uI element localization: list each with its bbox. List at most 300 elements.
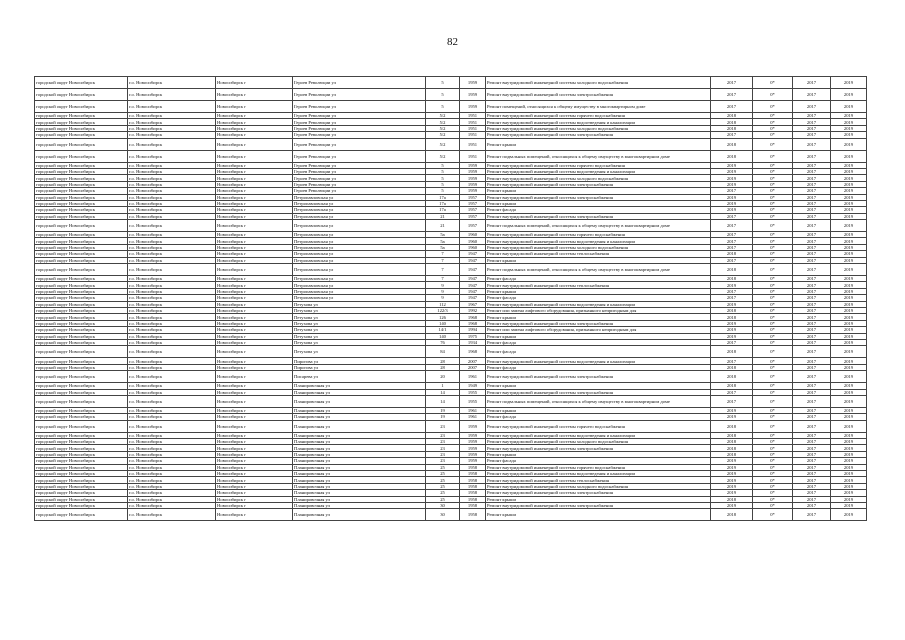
planned-year-cell: 2018	[711, 138, 753, 150]
settlement-cell: Новосибирск г	[216, 295, 293, 301]
cost-cell: 0*	[753, 132, 793, 138]
planned-year-cell: 2019	[711, 327, 753, 333]
municipality-cell: г.о. Новосибирск	[128, 220, 216, 232]
repair-schedule-table	[34, 76, 867, 521]
district-cell: городской округ Новосибирск	[35, 358, 128, 364]
municipality-cell: г.о. Новосибирск	[128, 288, 216, 294]
house-number-cell: 5а	[426, 232, 460, 238]
house-number-cell: 7	[426, 276, 460, 282]
district-cell: городской округ Новосибирск	[35, 432, 128, 438]
municipality-cell: г.о. Новосибирск	[128, 490, 216, 496]
cost-cell: 0*	[753, 295, 793, 301]
build-year-cell: 1958	[460, 509, 486, 521]
period-end-cell: 2019	[831, 327, 867, 333]
planned-year-cell: 2017	[711, 213, 753, 219]
settlement-cell: Новосибирск г	[216, 477, 293, 483]
municipality-cell: г.о. Новосибирск	[128, 113, 216, 119]
table-row	[35, 89, 867, 101]
cost-cell: 0*	[753, 483, 793, 489]
house-number-cell: 23	[426, 420, 460, 432]
municipality-cell: г.о. Новосибирск	[128, 407, 216, 413]
work-type-cell: Ремонт внутридомовой инженерной системы водоотведения и канализации	[486, 301, 711, 307]
planned-year-cell: 2019	[711, 477, 753, 483]
period-start-cell: 2017	[793, 439, 831, 445]
settlement-cell: Новосибирск г	[216, 407, 293, 413]
build-year-cell: 1958	[460, 490, 486, 496]
settlement-cell: Новосибирск г	[216, 420, 293, 432]
house-number-cell: 23	[426, 439, 460, 445]
municipality-cell: г.о. Новосибирск	[128, 445, 216, 451]
district-cell: городской округ Новосибирск	[35, 168, 128, 174]
settlement-cell: Новосибирск г	[216, 282, 293, 288]
district-cell: городской округ Новосибирск	[35, 244, 128, 250]
street-cell: Петухова ул	[293, 314, 426, 320]
planned-year-cell: 2017	[711, 244, 753, 250]
period-start-cell: 2017	[793, 113, 831, 119]
period-start-cell: 2017	[793, 389, 831, 395]
planned-year-cell: 2018	[711, 432, 753, 438]
build-year-cell: 1994	[460, 327, 486, 333]
cost-cell: 0*	[753, 207, 793, 213]
work-type-cell: Ремонт крыши	[486, 188, 711, 194]
period-start-cell: 2017	[793, 320, 831, 326]
municipality-cell: г.о. Новосибирск	[128, 282, 216, 288]
period-end-cell: 2019	[831, 490, 867, 496]
district-cell: городской округ Новосибирск	[35, 314, 128, 320]
street-cell: Планировочная ул	[293, 464, 426, 470]
settlement-cell: Новосибирск г	[216, 439, 293, 445]
period-start-cell: 2017	[793, 101, 831, 113]
house-number-cell: 5а	[426, 244, 460, 250]
period-start-cell: 2017	[793, 314, 831, 320]
house-number-cell: 28	[426, 364, 460, 370]
period-end-cell: 2019	[831, 451, 867, 457]
settlement-cell: Новосибирск г	[216, 220, 293, 232]
cost-cell: 0*	[753, 194, 793, 200]
district-cell: городской округ Новосибирск	[35, 77, 128, 89]
municipality-cell: г.о. Новосибирск	[128, 276, 216, 282]
planned-year-cell: 2019	[711, 502, 753, 508]
cost-cell: 0*	[753, 420, 793, 432]
period-start-cell: 2017	[793, 371, 831, 383]
period-start-cell: 2017	[793, 509, 831, 521]
district-cell: городской округ Новосибирск	[35, 420, 128, 432]
municipality-cell: г.о. Новосибирск	[128, 244, 216, 250]
period-start-cell: 2017	[793, 188, 831, 194]
work-type-cell: Ремонт фасада	[486, 364, 711, 370]
period-start-cell: 2017	[793, 295, 831, 301]
house-number-cell: 14	[426, 395, 460, 407]
cost-cell: 0*	[753, 477, 793, 483]
work-type-cell: Ремонт внутридомовой инженерной системы холодного водоснабжения	[486, 77, 711, 89]
settlement-cell: Новосибирск г	[216, 314, 293, 320]
settlement-cell: Новосибирск г	[216, 458, 293, 464]
work-type-cell: Ремонт внутридомовой инженерной системы холодного водоснабжения	[486, 175, 711, 181]
period-start-cell: 2017	[793, 282, 831, 288]
period-start-cell: 2017	[793, 288, 831, 294]
settlement-cell: Новосибирск г	[216, 194, 293, 200]
cost-cell: 0*	[753, 414, 793, 420]
street-cell: Петропавловская ул	[293, 288, 426, 294]
municipality-cell: г.о. Новосибирск	[128, 194, 216, 200]
municipality-cell: г.о. Новосибирск	[128, 119, 216, 125]
period-end-cell: 2019	[831, 407, 867, 413]
house-number-cell: 5	[426, 175, 460, 181]
street-cell: Планировочная ул	[293, 496, 426, 502]
work-type-cell: Ремонт подвальных помещений, относящихся к общему имуществу в многоквартирном доме	[486, 220, 711, 232]
period-end-cell: 2019	[831, 251, 867, 257]
street-cell: Героев Революции ул	[293, 188, 426, 194]
period-end-cell: 2019	[831, 175, 867, 181]
street-cell: Героев Революции ул	[293, 89, 426, 101]
settlement-cell: Новосибирск г	[216, 301, 293, 307]
house-number-cell: 1	[426, 383, 460, 389]
house-number-cell: 25	[426, 464, 460, 470]
house-number-cell: 5	[426, 77, 460, 89]
settlement-cell: Новосибирск г	[216, 244, 293, 250]
street-cell: Петропавловская ул	[293, 232, 426, 238]
district-cell: городской округ Новосибирск	[35, 175, 128, 181]
district-cell: городской округ Новосибирск	[35, 371, 128, 383]
period-end-cell: 2019	[831, 282, 867, 288]
period-end-cell: 2019	[831, 213, 867, 219]
settlement-cell: Новосибирск г	[216, 132, 293, 138]
planned-year-cell: 2017	[711, 238, 753, 244]
street-cell: Планировочная ул	[293, 451, 426, 457]
period-end-cell: 2019	[831, 150, 867, 162]
cost-cell: 0*	[753, 307, 793, 313]
build-year-cell: 1951	[460, 113, 486, 119]
period-end-cell: 2019	[831, 333, 867, 339]
planned-year-cell: 2019	[711, 320, 753, 326]
house-number-cell: 5	[426, 101, 460, 113]
period-start-cell: 2017	[793, 490, 831, 496]
period-start-cell: 2017	[793, 301, 831, 307]
build-year-cell: 1957	[460, 194, 486, 200]
municipality-cell: г.о. Новосибирск	[128, 200, 216, 206]
planned-year-cell: 2019	[711, 168, 753, 174]
planned-year-cell: 2018	[711, 276, 753, 282]
municipality-cell: г.о. Новосибирск	[128, 502, 216, 508]
street-cell: Петухова ул	[293, 333, 426, 339]
build-year-cell: 1959	[460, 168, 486, 174]
house-number-cell: 140	[426, 333, 460, 339]
planned-year-cell: 2019	[711, 194, 753, 200]
planned-year-cell: 2017	[711, 132, 753, 138]
table-row	[35, 420, 867, 432]
municipality-cell: г.о. Новосибирск	[128, 314, 216, 320]
work-type-cell: Ремонт внутридомовой инженерной системы теплоснабжения	[486, 282, 711, 288]
cost-cell: 0*	[753, 509, 793, 521]
period-start-cell: 2017	[793, 414, 831, 420]
district-cell: городской округ Новосибирск	[35, 301, 128, 307]
cost-cell: 0*	[753, 77, 793, 89]
house-number-cell: 28	[426, 358, 460, 364]
build-year-cell: 1957	[460, 200, 486, 206]
planned-year-cell: 2018	[711, 496, 753, 502]
house-number-cell: 5	[426, 188, 460, 194]
municipality-cell: г.о. Новосибирск	[128, 383, 216, 389]
cost-cell: 0*	[753, 220, 793, 232]
work-type-cell: Ремонт внутридомовой инженерной системы горячего водоснабжения	[486, 162, 711, 168]
street-cell: Петропавловская ул	[293, 238, 426, 244]
street-cell: Петухова ул	[293, 339, 426, 345]
build-year-cell: 1959	[460, 175, 486, 181]
street-cell: Петухова ул	[293, 320, 426, 326]
work-type-cell: Ремонт крыши	[486, 383, 711, 389]
house-number-cell: 5/2	[426, 138, 460, 150]
planned-year-cell: 2018	[711, 150, 753, 162]
cost-cell: 0*	[753, 502, 793, 508]
period-start-cell: 2017	[793, 150, 831, 162]
settlement-cell: Новосибирск г	[216, 445, 293, 451]
build-year-cell: 1957	[460, 207, 486, 213]
cost-cell: 0*	[753, 101, 793, 113]
period-start-cell: 2017	[793, 89, 831, 101]
work-type-cell: Ремонт фасада	[486, 207, 711, 213]
build-year-cell: 1958	[460, 477, 486, 483]
district-cell: городской округ Новосибирск	[35, 395, 128, 407]
municipality-cell: г.о. Новосибирск	[128, 327, 216, 333]
planned-year-cell: 2019	[711, 464, 753, 470]
planned-year-cell: 2018	[711, 420, 753, 432]
planned-year-cell: 2017	[711, 339, 753, 345]
municipality-cell: г.о. Новосибирск	[128, 496, 216, 502]
municipality-cell: г.о. Новосибирск	[128, 389, 216, 395]
planned-year-cell: 2019	[711, 471, 753, 477]
street-cell: Петухова ул	[293, 301, 426, 307]
municipality-cell: г.о. Новосибирск	[128, 364, 216, 370]
period-start-cell: 2017	[793, 339, 831, 345]
period-start-cell: 2017	[793, 346, 831, 358]
work-type-cell: Ремонт крыши	[486, 314, 711, 320]
planned-year-cell: 2019	[711, 407, 753, 413]
build-year-cell: 1947	[460, 264, 486, 276]
street-cell: Петропавловская ул	[293, 213, 426, 219]
period-end-cell: 2019	[831, 320, 867, 326]
district-cell: городской округ Новосибирск	[35, 327, 128, 333]
period-end-cell: 2019	[831, 238, 867, 244]
period-start-cell: 2017	[793, 251, 831, 257]
period-start-cell: 2017	[793, 232, 831, 238]
cost-cell: 0*	[753, 113, 793, 119]
settlement-cell: Новосибирск г	[216, 327, 293, 333]
cost-cell: 0*	[753, 244, 793, 250]
house-number-cell: 25	[426, 490, 460, 496]
street-cell: Героев Революции ул	[293, 150, 426, 162]
planned-year-cell: 2019	[711, 200, 753, 206]
build-year-cell: 1947	[460, 295, 486, 301]
work-type-cell: Ремонт внутридомовой инженерной системы водоотведения и канализации	[486, 471, 711, 477]
municipality-cell: г.о. Новосибирск	[128, 307, 216, 313]
street-cell: Петропавловская ул	[293, 295, 426, 301]
build-year-cell: 1959	[460, 77, 486, 89]
table-body	[35, 77, 867, 521]
work-type-cell: Ремонт внутридомовой инженерной системы теплоснабжения	[486, 477, 711, 483]
street-cell: Петропавловская ул	[293, 194, 426, 200]
house-number-cell: 5а	[426, 238, 460, 244]
period-end-cell: 2019	[831, 207, 867, 213]
planned-year-cell: 2017	[711, 220, 753, 232]
house-number-cell: 5	[426, 89, 460, 101]
cost-cell: 0*	[753, 162, 793, 168]
planned-year-cell: 2017	[711, 295, 753, 301]
street-cell: Планировочная ул	[293, 502, 426, 508]
district-cell: городской округ Новосибирск	[35, 414, 128, 420]
district-cell: городской округ Новосибирск	[35, 282, 128, 288]
district-cell: городской округ Новосибирск	[35, 407, 128, 413]
municipality-cell: г.о. Новосибирск	[128, 439, 216, 445]
work-type-cell: Ремонт внутридомовой инженерной системы электроснабжения	[486, 490, 711, 496]
build-year-cell: 1975	[460, 333, 486, 339]
settlement-cell: Новосибирск г	[216, 496, 293, 502]
build-year-cell: 1957	[460, 220, 486, 232]
period-end-cell: 2019	[831, 301, 867, 307]
period-end-cell: 2019	[831, 113, 867, 119]
table-row	[35, 77, 867, 89]
street-cell: Героев Революции ул	[293, 175, 426, 181]
period-end-cell: 2019	[831, 181, 867, 187]
cost-cell: 0*	[753, 276, 793, 282]
cost-cell: 0*	[753, 181, 793, 187]
street-cell: Петропавловская ул	[293, 264, 426, 276]
build-year-cell: 1958	[460, 471, 486, 477]
district-cell: городской округ Новосибирск	[35, 307, 128, 313]
cost-cell: 0*	[753, 339, 793, 345]
street-cell: Планировочная ул	[293, 477, 426, 483]
build-year-cell: 1955	[460, 395, 486, 407]
period-end-cell: 2019	[831, 276, 867, 282]
work-type-cell: Ремонт внутридомовой инженерной системы водоотведения и канализации	[486, 358, 711, 364]
build-year-cell: 1958	[460, 502, 486, 508]
district-cell: городской округ Новосибирск	[35, 251, 128, 257]
municipality-cell: г.о. Новосибирск	[128, 257, 216, 263]
district-cell: городской округ Новосибирск	[35, 333, 128, 339]
period-end-cell: 2019	[831, 101, 867, 113]
period-end-cell: 2019	[831, 200, 867, 206]
period-end-cell: 2019	[831, 314, 867, 320]
work-type-cell: Ремонт внутридомовой инженерной системы горячего водоснабжения	[486, 420, 711, 432]
period-end-cell: 2019	[831, 77, 867, 89]
period-start-cell: 2017	[793, 420, 831, 432]
cost-cell: 0*	[753, 358, 793, 364]
planned-year-cell: 2018	[711, 346, 753, 358]
district-cell: городской округ Новосибирск	[35, 483, 128, 489]
street-cell: Планировочная ул	[293, 407, 426, 413]
build-year-cell: 1961	[460, 371, 486, 383]
work-type-cell: Ремонт или замена лифтового оборудования, признанного непригодным для	[486, 307, 711, 313]
municipality-cell: г.о. Новосибирск	[128, 181, 216, 187]
street-cell: Планировочная ул	[293, 383, 426, 389]
house-number-cell: 25	[426, 483, 460, 489]
municipality-cell: г.о. Новосибирск	[128, 414, 216, 420]
settlement-cell: Новосибирск г	[216, 77, 293, 89]
cost-cell: 0*	[753, 314, 793, 320]
settlement-cell: Новосибирск г	[216, 509, 293, 521]
period-start-cell: 2017	[793, 364, 831, 370]
district-cell: городской округ Новосибирск	[35, 509, 128, 521]
period-end-cell: 2019	[831, 138, 867, 150]
street-cell: Героев Революции ул	[293, 132, 426, 138]
period-start-cell: 2017	[793, 407, 831, 413]
period-start-cell: 2017	[793, 276, 831, 282]
house-number-cell: 5/2	[426, 132, 460, 138]
period-start-cell: 2017	[793, 477, 831, 483]
work-type-cell: Ремонт внутридомовой инженерной системы холодного водоснабжения	[486, 483, 711, 489]
house-number-cell: 17а	[426, 200, 460, 206]
period-end-cell: 2019	[831, 162, 867, 168]
street-cell: Планировочная ул	[293, 458, 426, 464]
period-start-cell: 2017	[793, 451, 831, 457]
planned-year-cell: 2017	[711, 188, 753, 194]
table-row	[35, 371, 867, 383]
cost-cell: 0*	[753, 288, 793, 294]
house-number-cell: 23	[426, 432, 460, 438]
settlement-cell: Новосибирск г	[216, 320, 293, 326]
table-row	[35, 346, 867, 358]
period-start-cell: 2017	[793, 358, 831, 364]
street-cell: Петухова ул	[293, 327, 426, 333]
planned-year-cell: 2019	[711, 333, 753, 339]
cost-cell: 0*	[753, 458, 793, 464]
house-number-cell: 9	[426, 288, 460, 294]
build-year-cell: 1951	[460, 125, 486, 131]
settlement-cell: Новосибирск г	[216, 125, 293, 131]
work-type-cell: Ремонт подвальных помещений, относящихся к общему имуществу в многоквартирном доме	[486, 264, 711, 276]
district-cell: городской округ Новосибирск	[35, 477, 128, 483]
cost-cell: 0*	[753, 451, 793, 457]
build-year-cell: 1992	[460, 307, 486, 313]
cost-cell: 0*	[753, 407, 793, 413]
street-cell: Героев Революции ул	[293, 113, 426, 119]
municipality-cell: г.о. Новосибирск	[128, 471, 216, 477]
table-row	[35, 509, 867, 521]
period-start-cell: 2017	[793, 207, 831, 213]
cost-cell: 0*	[753, 439, 793, 445]
build-year-cell: 1959	[460, 458, 486, 464]
settlement-cell: Новосибирск г	[216, 213, 293, 219]
house-number-cell: 122/3	[426, 307, 460, 313]
municipality-cell: г.о. Новосибирск	[128, 420, 216, 432]
district-cell: городской округ Новосибирск	[35, 89, 128, 101]
build-year-cell: 1949	[460, 383, 486, 389]
work-type-cell: Ремонт крыши	[486, 138, 711, 150]
build-year-cell: 1968	[460, 346, 486, 358]
street-cell: Петропавловская ул	[293, 276, 426, 282]
period-start-cell: 2017	[793, 502, 831, 508]
period-end-cell: 2019	[831, 414, 867, 420]
period-start-cell: 2017	[793, 238, 831, 244]
work-type-cell: Ремонт крыши	[486, 407, 711, 413]
settlement-cell: Новосибирск г	[216, 276, 293, 282]
street-cell: Петропавловская ул	[293, 207, 426, 213]
work-type-cell: Ремонт крыши	[486, 333, 711, 339]
municipality-cell: г.о. Новосибирск	[128, 346, 216, 358]
municipality-cell: г.о. Новосибирск	[128, 458, 216, 464]
build-year-cell: 1968	[460, 320, 486, 326]
period-start-cell: 2017	[793, 220, 831, 232]
municipality-cell: г.о. Новосибирск	[128, 101, 216, 113]
cost-cell: 0*	[753, 89, 793, 101]
district-cell: городской округ Новосибирск	[35, 238, 128, 244]
build-year-cell: 1968	[460, 314, 486, 320]
municipality-cell: г.о. Новосибирск	[128, 162, 216, 168]
period-end-cell: 2019	[831, 502, 867, 508]
street-cell: Планировочная ул	[293, 509, 426, 521]
municipality-cell: г.о. Новосибирск	[128, 232, 216, 238]
work-type-cell: Ремонт внутридомовой инженерной системы электроснабжения	[486, 89, 711, 101]
period-end-cell: 2019	[831, 188, 867, 194]
